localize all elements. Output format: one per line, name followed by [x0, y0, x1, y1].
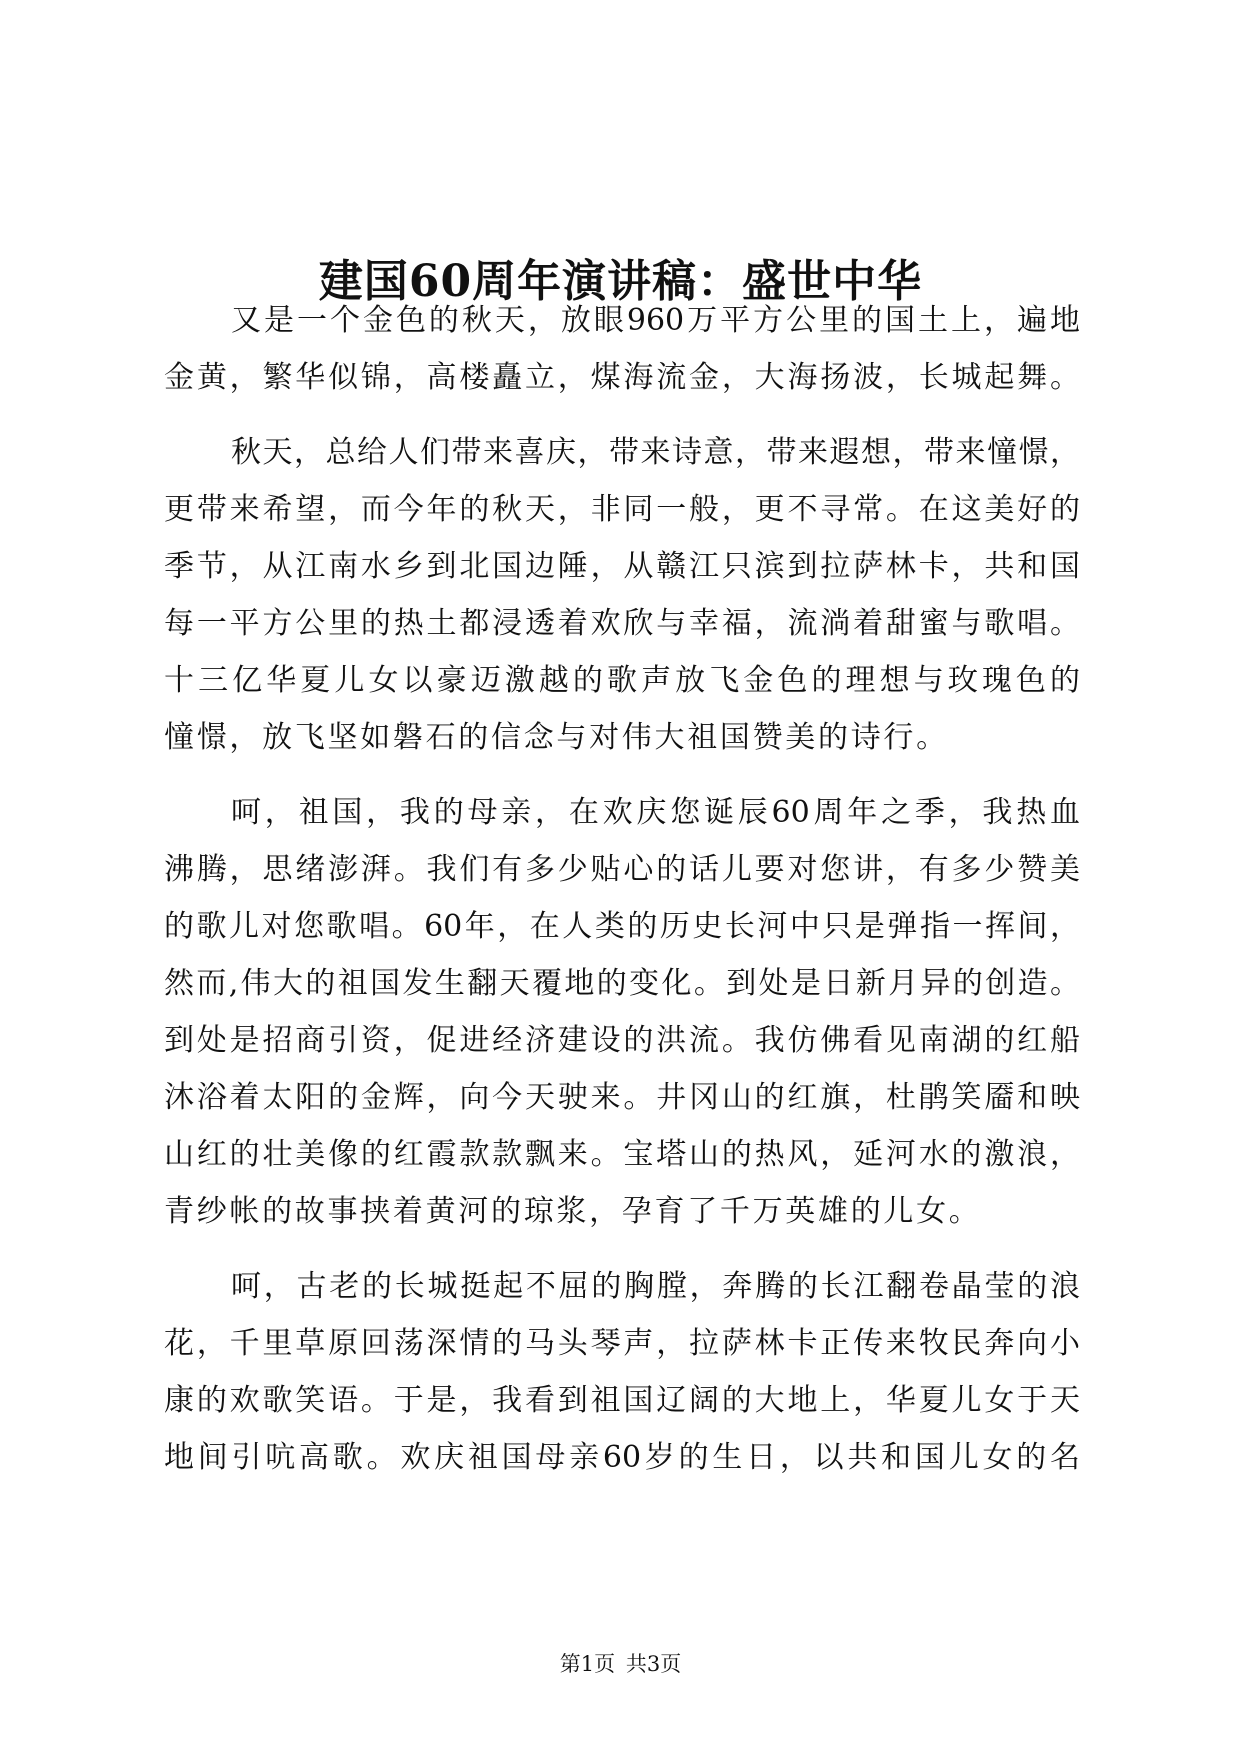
page-footer: 第1页 共3页 [559, 1652, 682, 1676]
text-line: 呵，古老的长城挺起不屈的胸膛，奔腾的长江翻卷晶莹的浪 [231, 1269, 1080, 1304]
text-line: 更带来希望，而今年的秋天，非同一般，更不寻常。在这美好的 [164, 492, 1080, 527]
text-line: 山红的壮美像的红霞款款飘来。宝塔山的热风，延河水的激浪， [164, 1137, 1080, 1172]
text-line: 青纱帐的故事挟着黄河的琼浆，孕育了千万英雄的儿女。 [164, 1194, 982, 1229]
text-line: 沸腾，思绪澎湃。我们有多少贴心的话儿要对您讲，有多少赞美 [164, 852, 1080, 887]
text-line: 地间引吭高歌。欢庆祖国母亲60岁的生日，以共和国儿女的名 [164, 1440, 1080, 1475]
text-line: 呵，祖国，我的母亲，在欢庆您诞辰60周年之季，我热血 [231, 795, 1080, 830]
text-line: 十三亿华夏儿女以豪迈激越的歌声放飞金色的理想与玫瑰色的 [164, 663, 1080, 698]
text-line: 然而,伟大的祖国发生翻天覆地的变化。到处是日新月异的创造。 [164, 966, 1080, 1001]
text-line: 又是一个金色的秋天，放眼960万平方公里的国土上，遍地 [231, 303, 1080, 338]
text-line: 沐浴着太阳的金辉，向今天驶来。井冈山的红旗，杜鹃笑靥和映 [164, 1080, 1080, 1115]
paragraph-1 [164, 292, 1080, 406]
text-line: 秋天，总给人们带来喜庆，带来诗意，带来遐想，带来憧憬， [231, 435, 1080, 470]
text-line: 的歌儿对您歌唱。60年，在人类的历史长河中只是弹指一挥间， [164, 909, 1080, 944]
page-title: 建国60周年演讲稿：盛世中华 [318, 256, 923, 308]
document-body [164, 292, 1080, 1486]
text-line: 每一平方公里的热土都浸透着欢欣与幸福，流淌着甜蜜与歌唱。 [164, 606, 1080, 641]
text-line: 花，千里草原回荡深情的马头琴声，拉萨林卡正传来牧民奔向小 [164, 1326, 1080, 1361]
text-line: 到处是招商引资，促进经济建设的洪流。我仿佛看见南湖的红船 [164, 1023, 1080, 1058]
paragraph-4 [164, 1258, 1080, 1486]
text-line: 康的欢歌笑语。于是，我看到祖国辽阔的大地上，华夏儿女于天 [164, 1383, 1080, 1418]
paragraph-2 [164, 424, 1080, 766]
text-line: 金黄，繁华似锦，高楼矗立，煤海流金，大海扬波，长城起舞。 [164, 360, 1080, 395]
text-line: 季节，从江南水乡到北国边陲，从赣江只滨到拉萨林卡，共和国 [164, 549, 1080, 584]
paragraph-3 [164, 784, 1080, 1240]
text-line: 憧憬，放飞坚如磐石的信念与对伟大祖国赞美的诗行。 [164, 720, 949, 755]
